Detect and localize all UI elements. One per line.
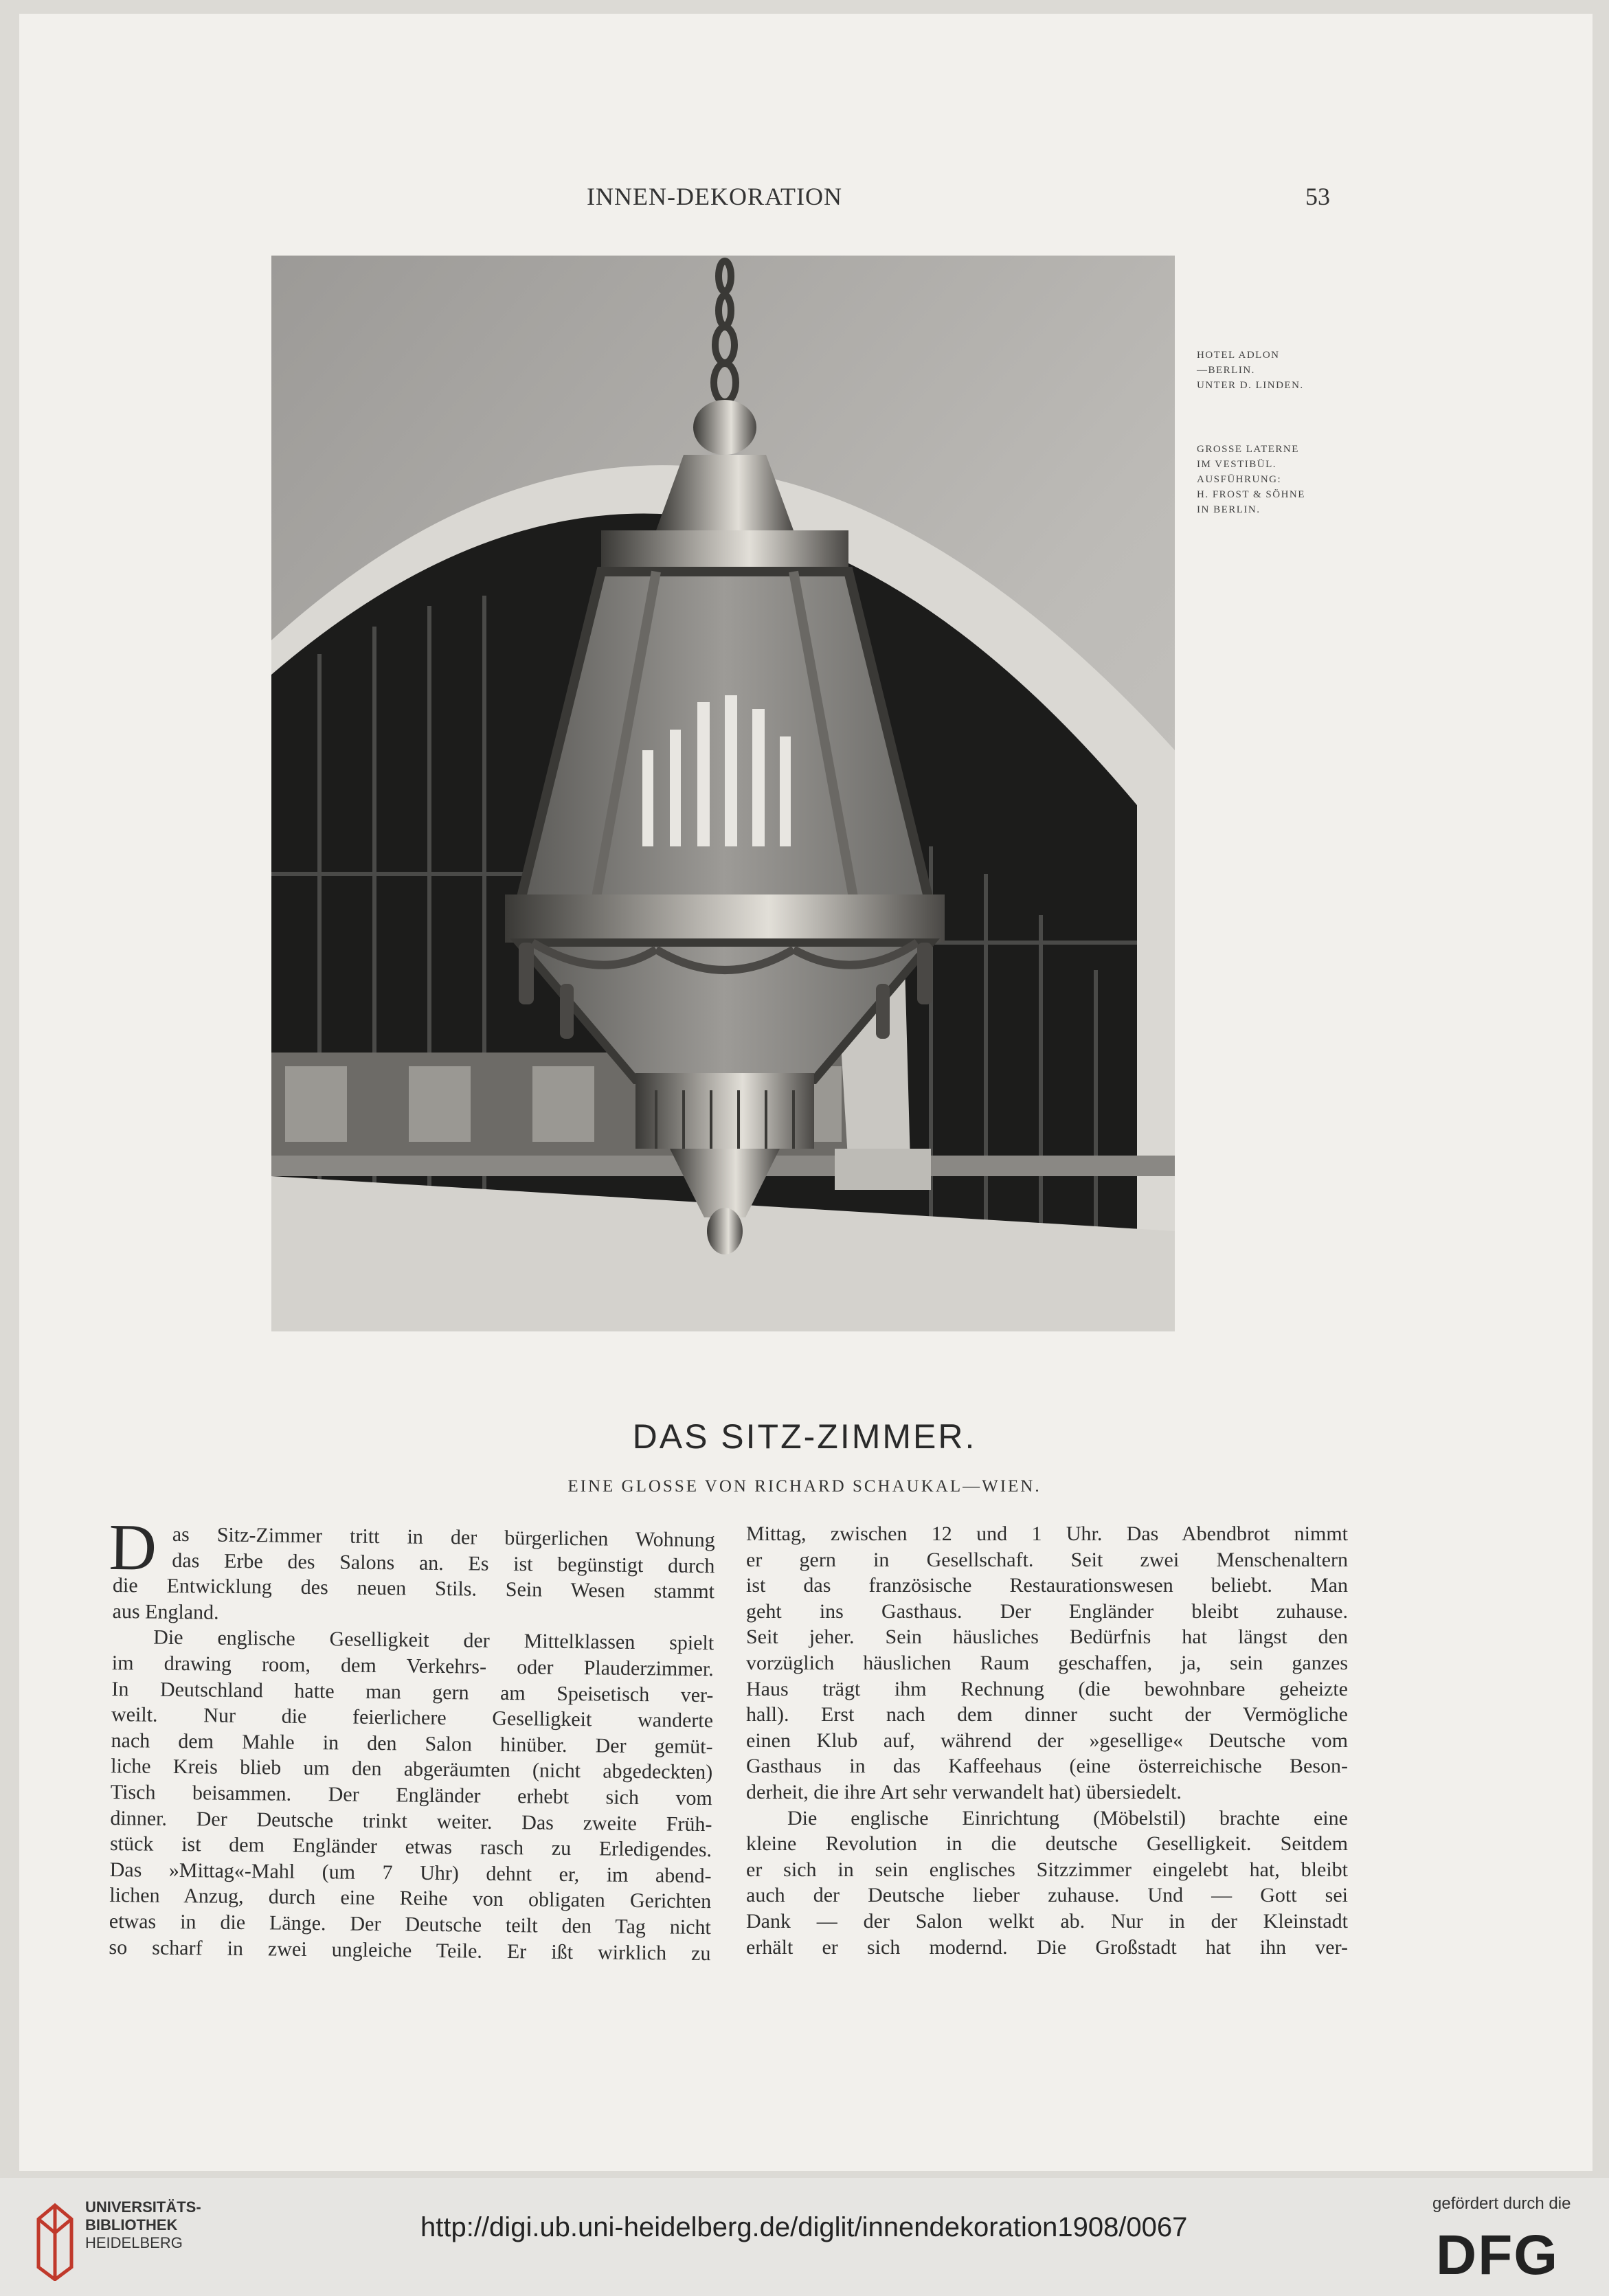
text-line: liche Kreis blieb um den abgeräumten (nicht abgedeckten) [111,1755,713,1784]
text-line: Dank — der Salon welkt ab. Nur in der Kleinstadt [746,1909,1348,1933]
text-line: Tisch beisammen. Der Engländer erhebt sich vom [110,1780,712,1810]
text-line: geht ins Gasthaus. Der Engländer bleibt zuhause. [746,1599,1348,1623]
caption-line: HOTEL ADLON [1197,350,1280,361]
text-line: die Entwicklung des neuen Stils. Sein Wesen stammt [112,1574,715,1603]
text-line: so scharf in zwei ungleiche Teile. Er ißt wirklich zu [109,1935,711,1965]
caption-line: —BERLIN. [1197,365,1255,376]
text-line: im drawing room, dem Verkehrs- oder Plauderzimmer. [111,1651,714,1681]
library-name-line: UNIVERSITÄTS- [85,2198,201,2216]
library-name-line: HEIDELBERG [85,2234,183,2251]
text-line: auch der Deutsche lieber zuhause. Und — Gott sei [746,1884,1348,1907]
text-column-left [109,1509,715,1966]
dfg-logo[interactable]: DFG [1436,2224,1560,2286]
text-line: Die englische Geselligkeit der Mittelklassen spielt [153,1625,715,1655]
text-column-right [746,1521,1348,1960]
drop-cap: D [109,1509,157,1584]
text-line: lichen Anzug, durch eine Reihe von obligaten Gerichten [109,1884,712,1913]
text-line: Gasthaus in das Kaffeehaus (eine österreichische Beson- [746,1755,1348,1778]
text-line: das Erbe des Salons an. Es ist begünstigt durch [172,1549,715,1577]
text-line: Mittag, zwischen 12 und 1 Uhr. Das Abendbrot nimmt [746,1522,1348,1545]
digitization-footer [0,2178,1609,2296]
caption-line: IN BERLIN. [1197,504,1261,515]
caption-line: H. FROST & SÖHNE [1197,489,1305,500]
text-line: vorzüglich häuslichen Raum geschaffen, ja, sein ganzes [746,1651,1348,1674]
text-line: Seit jeher. Sein häusliches Bedürfnis hat längst den [746,1625,1348,1649]
library-name [85,2198,201,2252]
article-title: DAS SITZ-ZIMMER. [632,1417,977,1456]
text-line: derheit, die ihre Art sehr verwandelt hat) übersiedelt. [746,1780,1182,1803]
text-line: einen Klub auf, während der »gesellige« Deutsche vom [746,1729,1348,1752]
text-line: nach dem Mahle in den Salon hinüber. Der gemüt- [111,1729,713,1758]
text-line: er sich in sein englisches Sitzzimmer eingelebt hat, bleibt [746,1858,1348,1881]
text-line: erhält er sich modernd. Die Großstadt hat ihn ver- [746,1935,1348,1959]
text-line: weilt. Nur die feierlichere Geselligkeit wanderte [111,1703,714,1733]
library-name-line: BIBLIOTHEK [85,2216,178,2233]
text-line: as Sitz-Zimmer tritt in der bürgerlichen Wohnung [172,1522,715,1552]
text-line: Das »Mittag«-Mahl (um 7 Uhr) dehnt er, im abend- [109,1858,712,1887]
caption-line: GROSSE LATERNE [1197,444,1299,455]
permalink-url[interactable]: http://digi.ub.uni-heidelberg.de/diglit/innendekoration1908/0067 [420,2212,1188,2242]
funded-by-label: gefördert durch die [1432,2194,1571,2213]
caption-line: AUSFÜHRUNG: [1197,474,1282,485]
text-line: hall). Erst nach dem dinner sucht der Vermögliche [746,1703,1348,1726]
lantern-illustration [271,256,1175,1331]
text-line: aus England. [112,1599,219,1624]
running-title: INNEN-DEKORATION [587,183,842,210]
caption-location [1197,348,1304,393]
page-number: 53 [1305,183,1330,210]
caption-line: IM VESTIBÜL. [1197,459,1277,470]
text-line: Haus trägt ihm Rechnung (die bewohnbare geheizte [746,1677,1348,1700]
text-line: In Deutschland hatte man gern am Speisetisch ver- [111,1677,714,1707]
text-line: er gern in Gesellschaft. Seit zwei Menschenaltern [746,1548,1348,1571]
lantern-photograph [271,256,1175,1331]
caption-line: UNTER D. LINDEN. [1197,380,1304,391]
text-line: Die englische Einrichtung (Möbelstil) brachte eine [787,1806,1348,1830]
text-line: kleine Revolution in die deutsche Geselligkeit. Seitdem [746,1832,1348,1856]
caption-description [1197,442,1305,517]
university-library-logo-icon[interactable] [34,2192,76,2284]
text-line: ist das französische Restaurationswesen beliebt. Man [746,1574,1348,1597]
text-line: dinner. Der Deutsche trinkt weiter. Das zweite Früh- [110,1806,712,1836]
text-line: stück ist dem Engländer etwas rasch zu Erledigendes. [109,1832,712,1862]
article-byline: EINE GLOSSE VON RICHARD SCHAUKAL—WIEN. [567,1477,1042,1496]
text-line: etwas in die Länge. Der Deutsche teilt den Tag nicht [109,1909,712,1939]
